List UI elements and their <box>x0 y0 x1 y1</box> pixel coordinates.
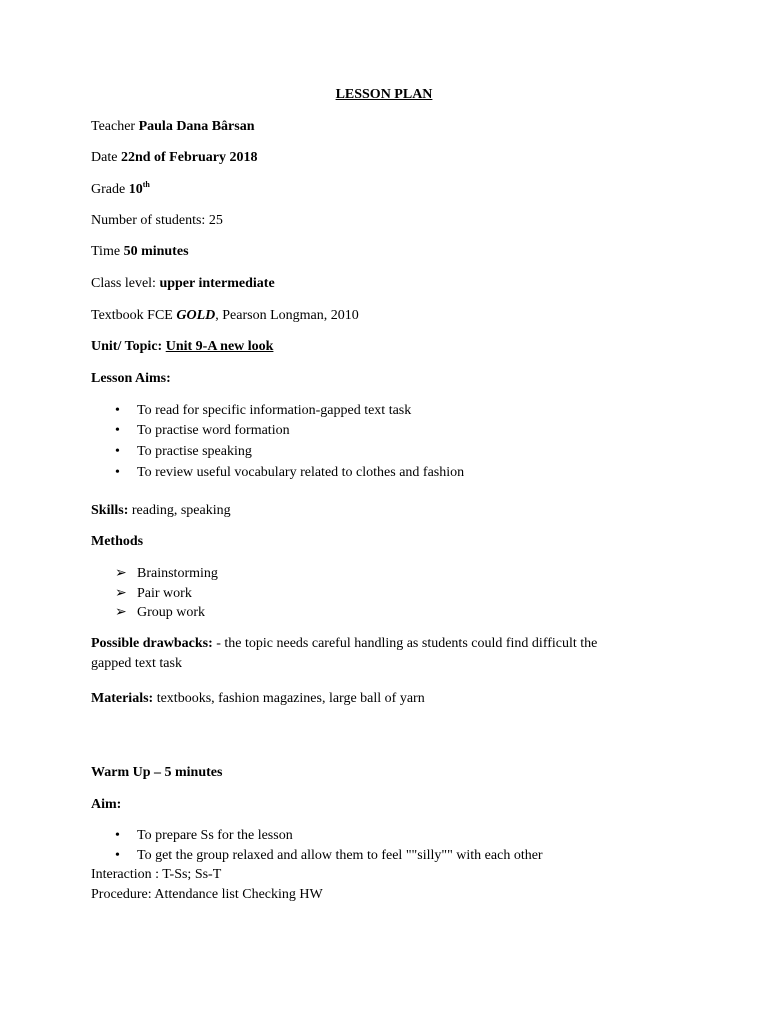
bullet-icon: • <box>115 848 120 863</box>
arrow-bullet-icon: ➢ <box>115 566 127 581</box>
grade-value: 10 <box>128 182 143 197</box>
materials-label: Materials: <box>91 691 154 706</box>
bullet-icon: • <box>115 423 120 438</box>
unit-line <box>91 338 273 356</box>
skills-line <box>91 502 231 520</box>
method-text: Group work <box>137 605 206 620</box>
arrow-bullet-icon: ➢ <box>115 605 127 620</box>
aim-text: To practise speaking <box>137 444 252 459</box>
grade-line <box>91 181 150 199</box>
warmup-aim-text: To get the group relaxed and allow them to feel ""silly"" with each other <box>137 848 543 863</box>
bullet-icon: • <box>115 828 120 843</box>
unit-value: Unit 9-A new look <box>165 339 274 354</box>
warmup-heading: Warm Up – 5 minutes <box>91 765 223 780</box>
materials-value: textbooks, fashion magazines, large ball of yarn <box>156 691 425 706</box>
textbook-title: GOLD <box>176 308 216 323</box>
lesson-aims-heading: Lesson Aims: <box>91 371 171 386</box>
method-text: Brainstorming <box>137 566 218 581</box>
class-level-value: upper intermediate <box>159 276 275 291</box>
skills-label: Skills: <box>91 503 129 518</box>
teacher-line <box>91 118 255 136</box>
time-line <box>91 243 189 261</box>
warmup-aim-label: Aim: <box>91 797 122 812</box>
drawbacks-label: Possible drawbacks: <box>91 636 213 651</box>
date-value: 22nd of February 2018 <box>120 150 258 165</box>
grade-label: Grade <box>91 182 126 197</box>
method-text: Pair work <box>137 586 192 601</box>
bullet-icon: • <box>115 465 120 480</box>
teacher-label: Teacher <box>91 119 136 134</box>
skills-value: reading, speaking <box>131 503 231 518</box>
aim-text: To review useful vocabulary related to clothes and fashion <box>137 465 465 480</box>
page-title: LESSON PLAN <box>335 87 433 102</box>
textbook-prefix: Textbook FCE <box>91 308 173 323</box>
date-label: Date <box>91 150 118 165</box>
bullet-icon: • <box>115 444 120 459</box>
warmup-aim-text: To prepare Ss for the lesson <box>137 828 293 843</box>
students-line: Number of students: 25 <box>91 213 223 228</box>
drawbacks-value: - the topic needs careful handling as students could find difficult the <box>216 636 598 651</box>
bullet-icon: • <box>115 403 120 418</box>
class-level-line <box>91 275 275 293</box>
arrow-bullet-icon: ➢ <box>115 586 127 601</box>
drawbacks-continuation: gapped text task <box>91 656 182 671</box>
interaction-line: Interaction : T-Ss; Ss-T <box>91 867 222 882</box>
unit-label: Unit/ Topic: <box>91 339 163 354</box>
teacher-value: Paula Dana Bârsan <box>138 119 255 134</box>
methods-heading: Methods <box>91 534 144 549</box>
materials-line <box>91 690 425 708</box>
aim-text: To read for specific information-gapped text task <box>137 403 412 418</box>
aim-text: To practise word formation <box>137 423 290 438</box>
procedure-line: Procedure: Attendance list Checking HW <box>91 887 323 902</box>
time-value: 50 minutes <box>123 244 189 259</box>
date-line <box>91 149 257 167</box>
textbook-line <box>91 307 359 325</box>
time-label: Time <box>91 244 121 259</box>
grade-superscript: th <box>142 180 150 189</box>
textbook-suffix: , Pearson Longman, 2010 <box>215 308 359 323</box>
drawbacks-line <box>91 635 597 653</box>
class-level-label: Class level: <box>91 276 156 291</box>
